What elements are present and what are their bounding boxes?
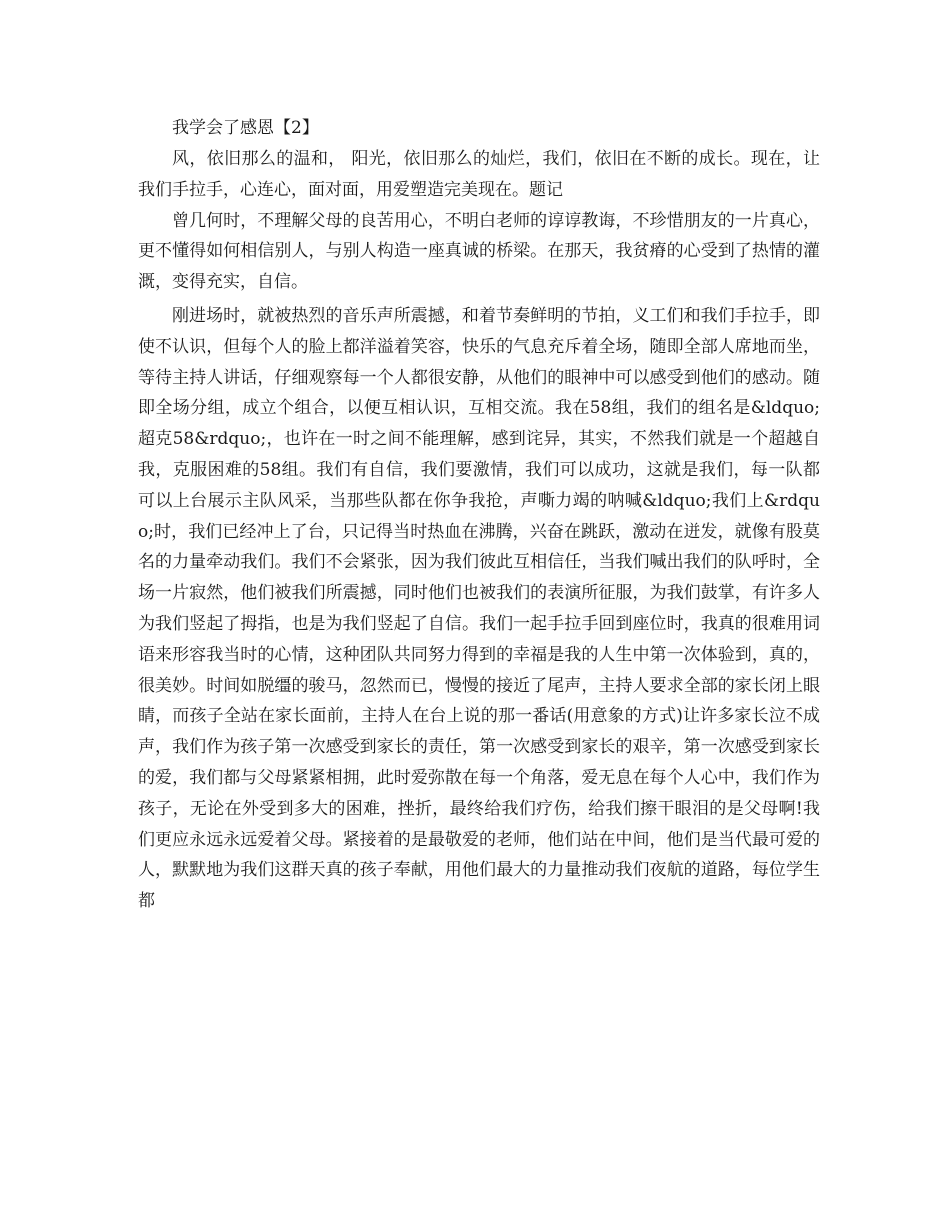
paragraph-reflection: 曾几何时，不理解父母的良苦用心，不明白老师的谆谆教诲，不珍惜朋友的一片真心，更不懂得如何相信别人，与别人构造一座真诚的桥梁。在那天，我贫瘠的心受到了热情的灌溉，变得充实，自信。 <box>138 210 820 293</box>
paragraph-intro: 风，依旧那么的温和， 阳光，依旧那么的灿烂，我们，依旧在不断的成长。现在，让我们手拉手，心连心，面对面，用爱塑造完美现在。题记 <box>138 149 820 200</box>
document-title: 我学会了感恩【2】 <box>172 118 319 138</box>
document-page <box>138 113 820 917</box>
paragraph-main: 刚进场时，就被热烈的音乐声所震撼，和着节奏鲜明的节拍，义工们和我们手拉手，即使不认识，但每个人的脸上都洋溢着笑容，快乐的气息充斥着全场，随即全部人席地而坐，等待主持人讲话，仔细观察每一个人都很安静，从他们的眼神中可以感受到他们的感动。随即全场分组，成立个组合，以便互相认识，互相交流。我在58组，我们的组名是&ldquo;超克58&rdquo;，也许在一时之间不能理解，感到诧异，其实，不然我们就是一个超越自我，克服困难的58组。我们有自信，我们要激情，我们可以成功，这就是我们，每一队都可以上台展示主队风采，当那些队都在你争我抢，声嘶力竭的呐喊&ldquo;我们上&rdquo;时，我们已经冲上了台，只记得当时热血在沸腾，兴奋在跳跃，激动在迸发，就像有股莫名的力量牵动我们。我们不会紧张，因为我们彼此互相信任，当我们喊出我们的队呼时，全场一片寂然，他们被我们所震撼，同时他们也被我们的表演所征服，为我们鼓掌，有许多人为我们竖起了拇指，也是为我们竖起了自信。我们一起手拉手回到座位时，我真的很难用词语来形容我当时的心情，这种团队共同努力得到的幸福是我的人生中第一次体验到，真的，很美妙。时间如脱缰的骏马，忽然而已，慢慢的接近了尾声，主持人要求全部的家长闭上眼睛，而孩子全站在家长面前，主持人在台上说的那一番话(用意象的方式)让许多家长泣不成声，我们作为孩子第一次感受到家长的责任，第一次感受到家长的艰辛，第一次感受到家长的爱，我们都与父母紧紧相拥，此时爱弥散在每一个角落，爱无息在每个人心中，我们作为孩子，无论在外受到多大的困难，挫折，最终给我们疗伤，给我们擦干眼泪的是父母啊!我们更应永远永远爱着父母。紧接着的是最敬爱的老师，他们站在中间，他们是当代最可爱的人，默默地为我们这群天真的孩子奉献，用他们最大的力量推动我们夜航的道路，每位学生都 <box>138 305 820 912</box>
